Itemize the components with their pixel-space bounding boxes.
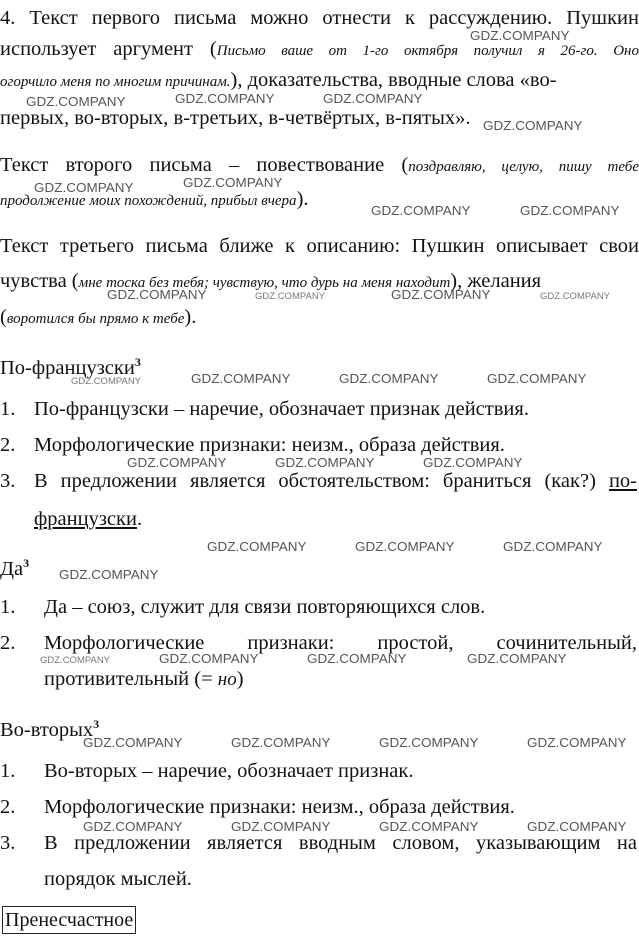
superscript: 3: [134, 355, 141, 369]
heading-text: Да: [0, 558, 24, 580]
watermark: GDZ.COMPANY: [527, 819, 627, 834]
watermark: GDZ.COMPANY: [83, 735, 183, 750]
watermark: GDZ.COMPANY: [255, 291, 326, 302]
boxed-word: Пренесчастное: [2, 906, 136, 934]
watermark: GDZ.COMPANY: [191, 371, 291, 386]
watermark: GDZ.COMPANY: [339, 371, 439, 386]
item-number: 3.: [0, 470, 16, 492]
s4-p3-line1: [0, 233, 639, 259]
watermark: GDZ.COMPANY: [231, 735, 331, 750]
watermark: GDZ.COMPANY: [71, 376, 142, 387]
watermark: GDZ.COMPANY: [371, 203, 471, 218]
superscript: 3: [23, 556, 30, 570]
watermark: GDZ.COMPANY: [59, 567, 159, 582]
watermark: GDZ.COMPANY: [207, 539, 307, 554]
heading-text: Во-вторых: [0, 719, 94, 741]
s4-p1-line3: [0, 67, 639, 95]
watermark: GDZ.COMPANY: [307, 651, 407, 666]
item-text: По-французски – наречие, обозначает признак действия.: [34, 398, 529, 420]
item-number: 3.: [0, 832, 16, 854]
item-text: [44, 666, 637, 693]
watermark: GDZ.COMPANY: [379, 735, 479, 750]
watermark: GDZ.COMPANY: [34, 180, 134, 195]
item-text: В предложении является вводным словом, указывающим на: [44, 832, 637, 854]
item-text: Морфологические признаки: неизм., образа действия.: [44, 796, 515, 818]
heading-text: По-французски: [0, 357, 135, 379]
watermark: GDZ.COMPANY: [231, 819, 331, 834]
italic-quote: поздравляю, целую, пишу тебе: [408, 159, 639, 175]
italic-quote: мне тоска без тебя; чувствую, что дурь на меня находит: [78, 275, 451, 291]
item-number: 1.: [0, 760, 16, 782]
italic-quote: огорчило меня по многим причинам.: [0, 74, 231, 90]
text: ), доказательства, вводные слова «во-: [230, 69, 557, 91]
text: Текст третьего письма ближе к описанию: Пушкин описывает свои: [0, 235, 639, 257]
s4-p2-line1: [0, 152, 639, 180]
text: противительный (=: [44, 668, 218, 690]
item-text: [34, 506, 637, 532]
watermark: GDZ.COMPANY: [175, 91, 275, 106]
watermark: GDZ.COMPANY: [183, 175, 283, 190]
item-number: 2.: [0, 796, 16, 818]
item-text: Морфологические признаки: неизм., образа действия.: [34, 434, 505, 456]
italic-quote: Письмо ваше от 1-го октября получил я 26-го. Оно: [216, 43, 639, 59]
watermark: GDZ.COMPANY: [107, 287, 207, 302]
watermark: GDZ.COMPANY: [275, 455, 375, 470]
watermark: GDZ.COMPANY: [323, 91, 423, 106]
item-number: 1.: [0, 596, 16, 618]
watermark: GDZ.COMPANY: [379, 819, 479, 834]
text: ): [236, 668, 244, 690]
watermark: GDZ.COMPANY: [423, 455, 523, 470]
superscript: 3: [93, 717, 100, 731]
item-number: 2.: [0, 632, 16, 654]
item-text: Морфологические признаки: простой, сочинительный,: [44, 632, 637, 654]
watermark: GDZ.COMPANY: [467, 651, 567, 666]
watermark: GDZ.COMPANY: [470, 28, 570, 43]
item-text: Да – союз, служит для связи повторяющихся слов.: [44, 596, 486, 618]
italic-quote: продолжение моих похождений, прибыл вчера: [0, 193, 297, 209]
watermark: GDZ.COMPANY: [487, 371, 587, 386]
watermark: GDZ.COMPANY: [83, 819, 183, 834]
watermark: GDZ.COMPANY: [127, 455, 227, 470]
watermark: GDZ.COMPANY: [355, 539, 455, 554]
watermark: GDZ.COMPANY: [527, 735, 627, 750]
text: 4. Текст первого письма можно отнести к рассуждению. Пушкин: [0, 7, 639, 29]
watermark: GDZ.COMPANY: [159, 651, 259, 666]
item-number: 2.: [0, 434, 16, 456]
text: ).: [296, 188, 309, 210]
text: использует аргумент (: [0, 38, 217, 60]
s4-p3-line3: [0, 304, 639, 332]
italic-quote: воротился бы прямо к тебе: [6, 311, 185, 327]
text: (: [0, 306, 7, 328]
watermark: GDZ.COMPANY: [520, 203, 620, 218]
item-text: [34, 468, 637, 494]
underlined-word: французски: [34, 508, 137, 530]
text: Текст второго письма – повествование (: [0, 154, 409, 176]
text: ).: [184, 306, 197, 328]
watermark: GDZ.COMPANY: [540, 291, 611, 302]
text: первых, во-вторых, в-третьих, в-четвёртых, в-пятых».: [0, 107, 471, 129]
s4-p1-line1: [0, 5, 639, 31]
item-number: 1.: [0, 398, 16, 420]
italic-word: но: [217, 669, 237, 690]
text: чувства (: [0, 270, 79, 292]
underlined-word: по-: [608, 470, 637, 492]
text: .: [136, 508, 143, 530]
watermark: GDZ.COMPANY: [26, 94, 126, 109]
item-text: порядок мыслей.: [44, 868, 192, 890]
watermark: GDZ.COMPANY: [503, 539, 603, 554]
text: В предложении является обстоятельством: браниться (как?): [34, 470, 596, 492]
watermark: GDZ.COMPANY: [483, 118, 583, 133]
text: ), желания: [450, 270, 542, 292]
watermark: GDZ.COMPANY: [391, 287, 491, 302]
watermark: GDZ.COMPANY: [40, 655, 111, 666]
item-text: Во-вторых – наречие, обозначает признак.: [44, 760, 414, 782]
